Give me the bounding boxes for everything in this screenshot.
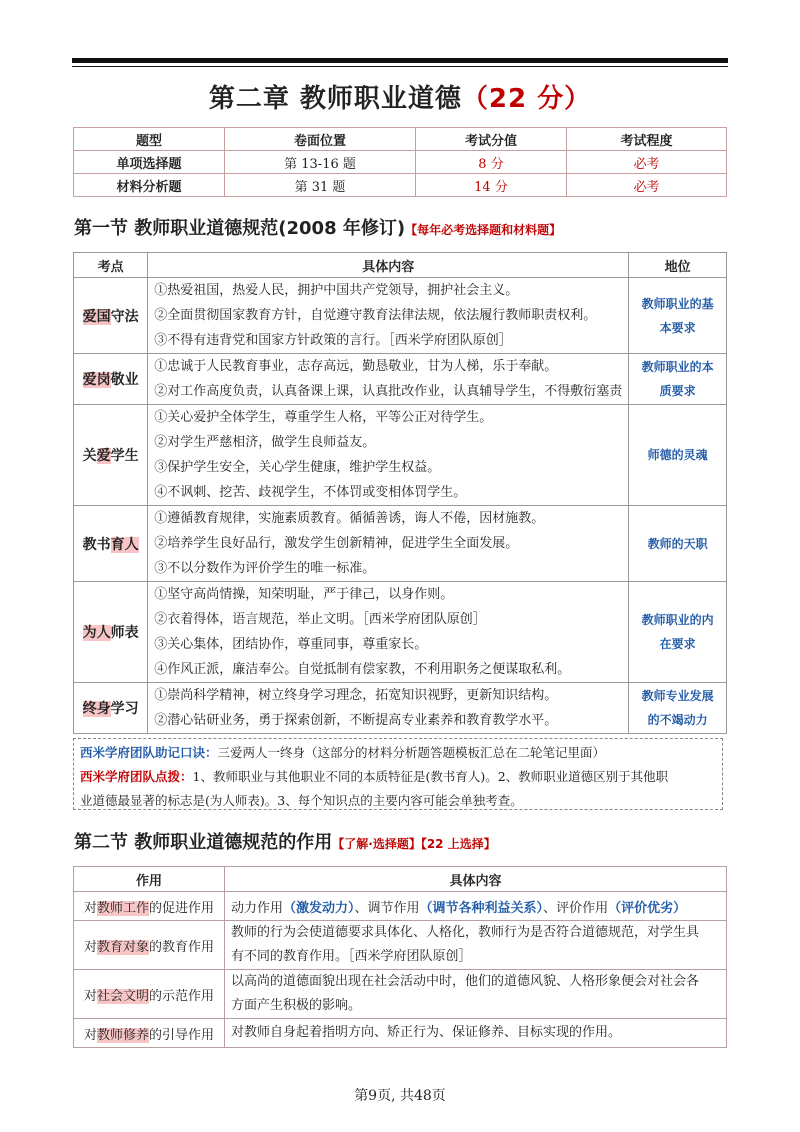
content-cell	[225, 970, 727, 1019]
table-row	[74, 1019, 727, 1048]
status-line: 教师专业发展	[641, 689, 714, 703]
table-header-row	[74, 128, 727, 151]
role-cell	[74, 921, 225, 970]
cell-type: 材料分析题	[74, 174, 225, 197]
content-line: ③关心集体，团结协作，尊重同事，尊重家长。	[154, 637, 428, 652]
exam-info-table	[73, 127, 727, 197]
content-cell	[225, 921, 727, 970]
cell-score: 8 分	[416, 151, 567, 174]
status-cell	[629, 582, 727, 683]
content-cell	[148, 506, 629, 582]
content-line: ③不得有违背党和国家方针政策的言行。［西米学府团队原创］	[154, 333, 512, 348]
table-row	[74, 582, 727, 683]
role-emphasis: （调节各种利益关系）	[419, 900, 544, 916]
content-cell	[225, 892, 727, 921]
topic-cell	[74, 683, 148, 734]
content-line: ②对学生严慈相济，做学生良师益友。	[154, 435, 376, 450]
cell-type: 单项选择题	[74, 151, 225, 174]
top-rule-thin	[72, 66, 728, 67]
status-cell	[629, 405, 727, 506]
role-text: 、评价作用	[543, 900, 609, 916]
table-row	[74, 892, 727, 921]
cell-level: 必考	[567, 174, 727, 197]
content-line: ①热爱祖国，热爱人民，拥护中国共产党领导，拥护社会主义。	[154, 283, 519, 298]
role-cell	[74, 1019, 225, 1048]
role-post: 的引导作用	[149, 1027, 215, 1043]
role-text: 动力作用	[231, 900, 284, 916]
status-cell	[629, 683, 727, 734]
table-row	[74, 174, 727, 197]
section-1-title: 第一节 教师职业道德规范(2008 年修订)	[74, 218, 406, 239]
content-line: 以高尚的道德面貌出现在社会活动中时，他们的道德风貌、人格形象便会对社会各	[231, 974, 700, 989]
header-cell: 卷面位置	[225, 128, 416, 151]
note-line-2	[80, 765, 716, 789]
topic-post: 守法	[110, 308, 139, 325]
content-line: 对教师自身起着指明方向、矫正行为、保证修养、目标实现的作用。	[231, 1025, 622, 1040]
table-header-row	[74, 253, 727, 278]
topic-highlight: 终身	[82, 701, 111, 717]
status-cell	[629, 506, 727, 582]
page-footer: 第9页, 共48页	[354, 1088, 446, 1104]
table-row	[74, 506, 727, 582]
status-line: 本要求	[659, 320, 696, 335]
status-line: 在要求	[659, 637, 696, 651]
role-table	[73, 866, 727, 1048]
topic-cell	[74, 506, 148, 582]
content-line: 有不同的教育作用。［西米学府团队原创］	[231, 949, 472, 964]
role-highlight: 教育对象	[96, 939, 149, 955]
role-pre: 对	[83, 939, 97, 955]
topic-post: 敬业	[110, 372, 139, 388]
content-cell	[225, 1019, 727, 1048]
header-cell: 作用	[74, 867, 225, 892]
role-emphasis: （评价优劣）	[608, 900, 687, 916]
role-highlight: 教师修养	[96, 1027, 149, 1043]
mnemonic-note	[73, 738, 723, 810]
content-cell	[148, 278, 629, 354]
role-emphasis: （激发动力）	[283, 900, 355, 916]
norm-table	[73, 252, 727, 734]
table-row	[74, 405, 727, 506]
status-line: 质要求	[659, 384, 696, 398]
role-pre: 对	[83, 900, 97, 916]
content-line: ②对工作高度负责，认真备课上课，认真批改作业，认真辅导学生，不得敷衍塞责	[154, 384, 623, 399]
table-row	[74, 278, 727, 354]
content-line: ②潜心钻研业务，勇于探索创新，不断提高专业素养和教育教学水平。	[154, 713, 558, 728]
role-cell	[74, 892, 225, 921]
section-1-tag: 【每年必考选择题和材料题】	[405, 223, 562, 237]
status-line: 教师的天职	[647, 536, 708, 551]
content-line: ①忠诚于人民教育事业，志存高远，勤恳敬业，甘为人梯，乐于奉献。	[154, 359, 558, 374]
header-cell: 考试分值	[416, 128, 567, 151]
table-row	[74, 970, 727, 1019]
role-post: 的教育作用	[149, 939, 215, 955]
status-line: 师德的灵魂	[647, 448, 708, 462]
content-line: ①遵循教育规律，实施素质教育。循循善诱，诲人不倦，因材施教。	[154, 511, 545, 526]
topic-highlight: 为人	[82, 625, 111, 641]
status-line: 教师职业的本	[641, 360, 714, 374]
content-cell	[148, 683, 629, 734]
header-cell: 地位	[629, 253, 727, 278]
chapter-points: （22 分）	[461, 84, 592, 114]
content-line: ①坚守高尚情操，知荣明耻，严于律己，以身作则。	[154, 587, 454, 602]
note-line-1	[80, 741, 716, 765]
content-line: ②培养学生良好品行，激发学生创新精神，促进学生全面发展。	[154, 536, 519, 551]
topic-pre: 教书	[82, 536, 111, 553]
table-row	[74, 921, 727, 970]
header-cell: 题型	[74, 128, 225, 151]
topic-post: 学生	[110, 448, 139, 464]
topic-cell	[74, 582, 148, 683]
content-line: ①关心爱护全体学生，尊重学生人格，平等公正对待学生。	[154, 410, 493, 425]
role-pre: 对	[83, 988, 97, 1004]
cell-position: 第 13-16 题	[225, 151, 416, 174]
status-cell	[629, 278, 727, 354]
section-2-title: 第二节 教师职业道德规范的作用	[74, 832, 333, 853]
role-highlight: 教师工作	[96, 900, 149, 916]
topic-highlight: 爱	[96, 448, 111, 464]
table-row	[74, 683, 727, 734]
content-line: ④作风正派，廉洁奉公。自觉抵制有偿家教，不利用职务之便谋取私利。	[154, 662, 571, 677]
header-cell: 考点	[74, 253, 148, 278]
status-cell	[629, 354, 727, 405]
section-1-heading	[74, 214, 561, 240]
content-line: 方面产生积极的影响。	[231, 998, 362, 1013]
topic-cell	[74, 278, 148, 354]
status-line: 教师职业的内	[641, 613, 714, 627]
role-text: 、调节作用	[354, 900, 420, 916]
cell-position: 第 31 题	[225, 174, 416, 197]
topic-highlight: 育人	[110, 536, 139, 553]
content-line: ④不讽刺、挖苦、歧视学生，不体罚或变相体罚学生。	[154, 485, 467, 500]
role-post: 的促进作用	[149, 900, 215, 916]
cell-level: 必考	[567, 151, 727, 174]
cell-score: 14 分	[416, 174, 567, 197]
role-cell	[74, 970, 225, 1019]
note-text-1: 三爱两人一终身（这部分的材料分析题答题模板汇总在二轮笔记里面）	[217, 745, 606, 760]
table-header-row	[74, 867, 727, 892]
header-cell: 具体内容	[225, 867, 727, 892]
section-2-tag: 【了解·选择题】【22 上选择】	[332, 837, 496, 851]
status-line: 教师职业的基	[641, 296, 714, 311]
topic-cell	[74, 354, 148, 405]
role-post: 的示范作用	[149, 988, 215, 1004]
topic-highlight: 爱国	[82, 308, 111, 325]
topic-cell	[74, 405, 148, 506]
content-line: ②全面贯彻国家教育方针，自觉遵守教育法律法规，依法履行教师职责权利。	[154, 308, 597, 323]
section-2-heading	[74, 828, 496, 854]
content-cell	[148, 405, 629, 506]
chapter-title	[72, 78, 728, 115]
content-line: ②衣着得体，语言规范，举止文明。［西米学府团队原创］	[154, 612, 486, 627]
header-cell: 考试程度	[567, 128, 727, 151]
content-cell	[148, 354, 629, 405]
content-line: 教师的行为会使道德要求具体化、人格化，教师行为是否符合道德规范，对学生具	[231, 925, 700, 940]
table-row	[74, 151, 727, 174]
table-row	[74, 354, 727, 405]
note-text-2a: 1、教师职业与其他职业不同的本质特征是(教书育人)。2、教师职业道德区别于其他职	[192, 769, 669, 784]
role-highlight: 社会文明	[96, 988, 149, 1004]
note-label-1: 西米学府团队助记口诀：	[80, 745, 218, 760]
topic-pre: 关	[82, 448, 97, 464]
content-line: ①崇尚科学精神，树立终身学习理念，拓宽知识视野，更新知识结构。	[154, 688, 558, 703]
content-cell	[148, 582, 629, 683]
header-cell: 具体内容	[148, 253, 629, 278]
role-pre: 对	[83, 1027, 97, 1043]
note-label-2: 西米学府团队点拨：	[80, 769, 193, 784]
topic-post: 师表	[110, 625, 139, 641]
topic-highlight: 爱岗	[82, 372, 111, 388]
chapter-title-text: 第二章 教师职业道德	[208, 84, 462, 114]
topic-post: 学习	[110, 701, 139, 717]
top-rule-thick	[72, 58, 728, 63]
status-line: 的不竭动力	[647, 713, 708, 727]
content-line: ③保护学生安全，关心学生健康，维护学生权益。	[154, 460, 441, 475]
content-line: ③不以分数作为评价学生的唯一标准。	[154, 561, 376, 576]
note-line-3: 业道德最显著的标志是(为人师表)。3、每个知识点的主要内容可能会单独考查。	[80, 793, 523, 808]
